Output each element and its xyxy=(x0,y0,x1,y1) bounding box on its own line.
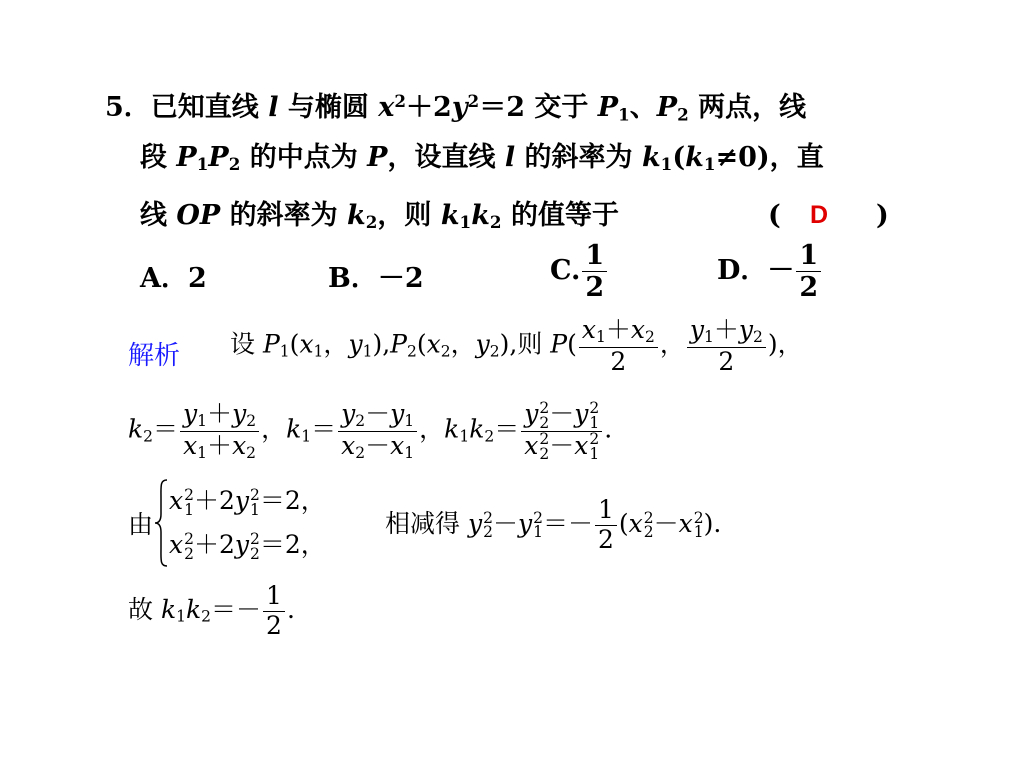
solution-line-1: 设 $P_1(x_1$，$y_1),P_2(x_2$，$y_2$),则 P( $\frac{x_1+x_2}{2}$ ， $\frac{y_1+y_2}{2}$ )， xyxy=(230,315,803,376)
solution-label: 解析 xyxy=(128,341,181,371)
option-b: B．－2 xyxy=(328,263,424,294)
solution-line-2: $k_2=$ $\frac{y_1+y_2}{x_1+x_2}$ ，$k_1=$ $\frac{y_2-y_1}{x_2-x_1}$ ，$k_1k_2=$ y 2 2 －y 2 1 x 2 2 －x 2 1 . xyxy=(128,399,613,464)
option-c-fraction: $\frac{1}{2}$ xyxy=(582,240,607,303)
question-line-3: 线 OP 的斜率为 $k_2$，则 $k_1k_2$ 的值等于 xyxy=(140,200,619,233)
solution-line-3: 由 x 2 1 ＋2y 2 1 ＝2， x 2 2 ＋2y 2 2 ＝2， xyxy=(128,478,326,568)
answer-value: D xyxy=(810,201,829,229)
result-fraction: $\frac{1}{2}$ xyxy=(263,582,285,641)
answer-bracket: ( xyxy=(768,200,781,231)
system-brace xyxy=(153,478,169,568)
option-a: A．2 xyxy=(140,263,207,294)
option-d: D．－ $\frac{1}{2}$ xyxy=(717,240,823,303)
equation-system: x 2 1 ＋2y 2 1 ＝2， x 2 2 ＋2y 2 2 ＝2， xyxy=(169,485,326,563)
k1-fraction: $\frac{y_2-y_1}{x_2-x_1}$ xyxy=(338,400,417,462)
solution-subtract: 相减得 y 2 2 －y 2 1 ＝－ $\frac{1}{2}$ (x 2 2 －x 2 1 ). xyxy=(385,495,722,554)
answer-bracket-close: ) xyxy=(876,200,889,231)
question-line-2: 段 $P_1P_2$ 的中点为 P，设直线 l 的斜率为 $k_1(k_1\ne 0)$，直 xyxy=(140,142,824,175)
question-number: 5． xyxy=(105,92,151,124)
midpoint-y-fraction: $\frac{y_1+y_2}{2}$ xyxy=(687,316,766,376)
question-line-1: 5．已知直线 l 与椭圆 $x^2+2y^2=2$ 交于 $P_1$、$P_2$ 两点，线 xyxy=(105,91,807,125)
option-c: C. $\frac{1}{2}$ xyxy=(550,240,609,303)
half-fraction: $\frac{1}{2}$ xyxy=(595,496,617,555)
option-d-fraction: $\frac{1}{2}$ xyxy=(796,240,821,303)
k2-fraction: $\frac{y_1+y_2}{x_1+x_2}$ xyxy=(180,400,259,462)
solution-conclusion: 故 $k_1k_2=-$ $\frac{1}{2}$ . xyxy=(128,581,295,640)
k1k2-fraction: y 2 2 －y 2 1 x 2 2 －x 2 1 xyxy=(521,400,602,461)
midpoint-x-fraction: $\frac{x_1+x_2}{2}$ xyxy=(579,316,658,376)
